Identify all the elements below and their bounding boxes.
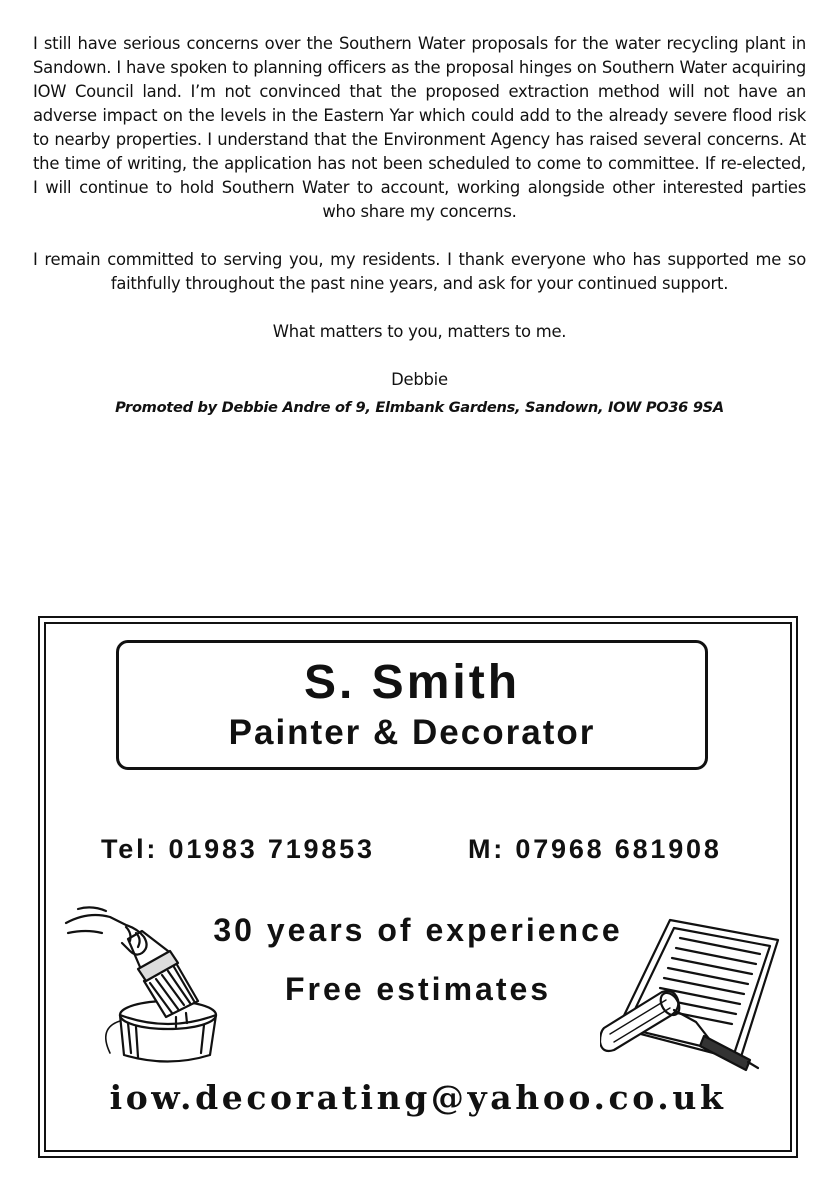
advert-trade: Painter & Decorator	[228, 713, 596, 752]
advert-telephone: Tel: 01983 719853	[101, 834, 375, 864]
advert-name-box	[116, 640, 708, 770]
paintbrush-in-tin-icon	[58, 903, 238, 1068]
advert-estimates: Free estimates	[284, 971, 552, 1007]
advert-mobile: M: 07968 681908	[468, 834, 722, 864]
paint-roller-and-tray-icon	[600, 910, 785, 1085]
advert-experience: 30 years of experience	[213, 912, 623, 948]
letter-motto: What matters to you, matters to me.	[272, 322, 567, 341]
letter-paragraph-1: I still have serious concerns over the Southern Water proposals for the water recycling plant in Sandown. I have spoken to planning officers as the proposal hinges on Southern Water acquiring IOW Council land. I’m not convinced that the proposed extraction method will not have an adverse impact on the levels in the Eastern Yar which could add to the already severe flood risk to nearby properties. I understand that the Environment Agency has raised several concerns. At the time of writing, the application has not been scheduled to come to committee. If re-elected, I will continue to hold Southern Water to account, working alongside other interested parties who share my concerns.	[33, 34, 806, 221]
advert-name: S. Smith	[303, 656, 521, 709]
letter-signature: Debbie	[391, 370, 448, 389]
advert-email: iow.decorating@yahoo.co.uk	[109, 1078, 727, 1117]
promoted-by-line: Promoted by Debbie Andre of 9, Elmbank Gardens, Sandown, IOW PO36 9SA	[115, 399, 724, 416]
letter-paragraph-2: I remain committed to serving you, my residents. I thank everyone who has supported me so faithfully throughout the past nine years, and ask for your continued support.	[33, 250, 806, 293]
manifesto-letter	[33, 32, 806, 420]
